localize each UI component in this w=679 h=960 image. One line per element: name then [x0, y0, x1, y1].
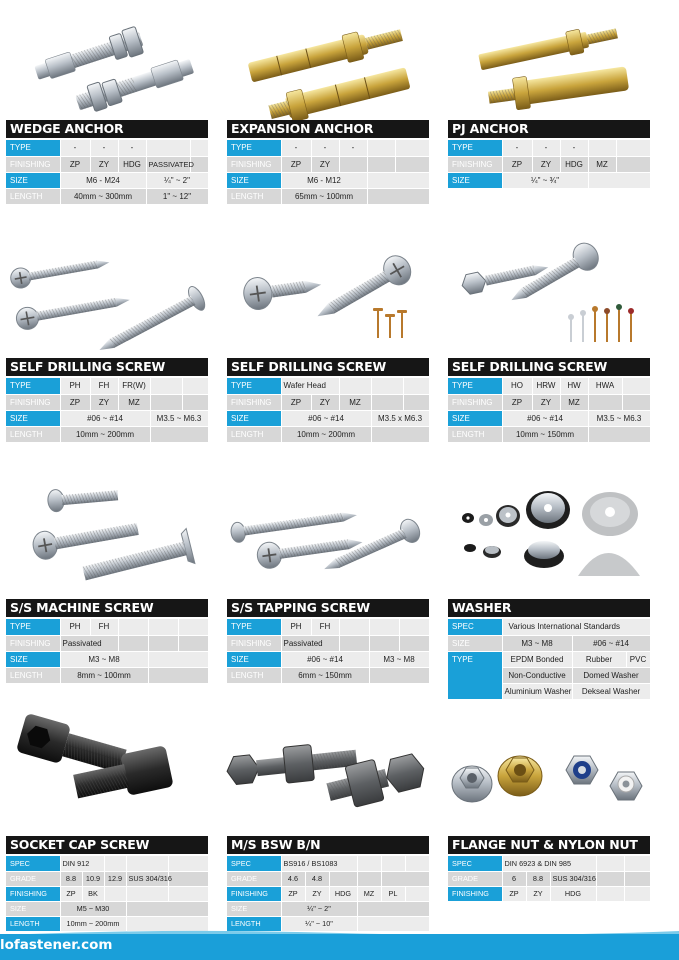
spec-cell — [178, 619, 208, 635]
spec-cell: - — [90, 140, 118, 156]
spec-cell — [168, 886, 208, 901]
spec-cell: PASSIVATED — [146, 156, 190, 172]
spec-row-type — [6, 378, 208, 394]
spec-cell — [146, 140, 190, 156]
spec-cell: ZP — [502, 156, 532, 172]
spec-table — [6, 140, 209, 205]
spec-cell: 8.8 — [60, 871, 82, 886]
spec-cell — [150, 426, 208, 442]
product-title: M/S BSW B/N — [227, 836, 429, 854]
spec-row-type — [227, 140, 429, 156]
product-title: SOCKET CAP SCREW — [6, 836, 208, 854]
spec-label: TYPE — [227, 140, 281, 156]
spec-cell: 8.8 — [526, 871, 550, 886]
spec-cell — [190, 140, 208, 156]
spec-cell: ¼" ~ ¾" — [502, 172, 588, 188]
spec-cell: ZY — [90, 156, 118, 172]
spec-cell — [367, 156, 395, 172]
spec-cell — [118, 635, 148, 651]
spec-label: FINISHING — [227, 156, 281, 172]
spec-row-spec — [448, 619, 650, 635]
spec-cell: ¼" ~ 2" — [281, 901, 357, 916]
spec-label: LENGTH — [227, 188, 281, 204]
spec-cell: 10mm ~ 200mm — [60, 426, 150, 442]
spec-cell: ZP — [281, 156, 311, 172]
spec-cell — [182, 378, 208, 394]
spec-table — [227, 856, 430, 932]
spec-cell: MZ — [560, 394, 588, 410]
spec-label: TYPE — [6, 619, 60, 635]
spec-cell: - — [60, 140, 90, 156]
spec-label: TYPE — [448, 378, 502, 394]
spec-cell: ZP — [60, 394, 90, 410]
spec-cell: 1" ~ 12" — [146, 188, 208, 204]
spec-cell — [104, 856, 126, 871]
spec-cell — [168, 856, 208, 871]
spec-label: TYPE — [448, 651, 502, 699]
spec-cell: 8mm ~ 100mm — [60, 667, 148, 683]
website-link[interactable]: lofastener.com — [0, 937, 113, 953]
spec-cell — [403, 394, 429, 410]
product-title: S/S MACHINE SCREW — [6, 599, 208, 617]
spec-cell: ZP — [281, 886, 305, 901]
spec-cell: - — [339, 140, 367, 156]
spec-cell — [588, 426, 650, 442]
pj-anchor-image — [448, 12, 650, 118]
spec-cell: ZP — [281, 394, 311, 410]
spec-cell: MZ — [357, 886, 381, 901]
spec-cell — [399, 635, 429, 651]
spec-cell — [588, 172, 650, 188]
spec-label: LENGTH — [6, 916, 60, 931]
spec-table — [448, 378, 651, 443]
spec-cell: EPDM Bonded — [502, 651, 572, 667]
spec-cell: ZP — [502, 394, 532, 410]
spec-cell — [126, 886, 168, 901]
spec-cell — [126, 856, 168, 871]
spec-table — [6, 378, 209, 443]
spec-cell — [150, 378, 182, 394]
spec-label: GRADE — [227, 871, 281, 886]
spec-table — [448, 140, 651, 189]
spec-label: TYPE — [227, 378, 281, 394]
spec-cell — [596, 871, 624, 886]
expansion-anchor-image — [227, 12, 429, 118]
spec-cell — [395, 156, 429, 172]
spec-label: SIZE — [227, 172, 281, 188]
spec-cell — [369, 619, 399, 635]
spec-table — [227, 619, 430, 684]
spec-cell — [178, 635, 208, 651]
spec-cell — [622, 394, 650, 410]
spec-cell: PVC — [626, 651, 650, 667]
spec-cell: - — [532, 140, 560, 156]
spec-cell: SUS 304/316 — [550, 871, 596, 886]
spec-label: LENGTH — [227, 667, 281, 683]
washer-image — [448, 480, 650, 596]
self-drilling-screw-hex-image — [448, 240, 650, 350]
spec-cell: ZY — [90, 394, 118, 410]
product-title: WEDGE ANCHOR — [6, 120, 208, 138]
spec-row-length — [227, 188, 429, 204]
spec-label: FINISHING — [6, 394, 60, 410]
spec-cell: ZY — [311, 394, 339, 410]
spec-label: SPEC — [448, 619, 502, 635]
spec-label: FINISHING — [448, 394, 502, 410]
spec-label: SIZE — [227, 651, 281, 667]
spec-label: LENGTH — [448, 426, 502, 442]
spec-cell — [367, 188, 429, 204]
spec-cell — [381, 871, 429, 886]
spec-cell — [339, 156, 367, 172]
spec-cell: #06 ~ #14 — [281, 410, 371, 426]
spec-cell: HDG — [560, 156, 588, 172]
spec-cell — [148, 635, 178, 651]
spec-cell: 40mm ~ 300mm — [60, 188, 146, 204]
spec-cell: HDG — [550, 886, 596, 901]
spec-cell — [588, 394, 622, 410]
spec-cell — [395, 140, 429, 156]
spec-cell: HRW — [532, 378, 560, 394]
spec-cell: ZP — [502, 886, 526, 901]
spec-label: GRADE — [6, 871, 60, 886]
spec-label: SIZE — [227, 410, 281, 426]
spec-row-spec — [448, 856, 650, 871]
product-title: SELF DRILLING SCREW — [448, 358, 650, 376]
spec-cell — [624, 871, 650, 886]
spec-row-length — [6, 426, 208, 442]
spec-row-size — [6, 651, 208, 667]
spec-cell: #06 ~ #14 — [502, 410, 588, 426]
self-drilling-screw-wafer-image — [227, 240, 429, 350]
spec-cell: #06 ~ #14 — [572, 635, 650, 651]
spec-row-size — [227, 651, 429, 667]
spec-label: TYPE — [448, 140, 502, 156]
spec-row-type — [448, 651, 650, 667]
spec-cell — [405, 886, 429, 901]
product-title: PJ ANCHOR — [448, 120, 650, 138]
spec-cell: 10mm ~ 200mm — [281, 426, 371, 442]
spec-cell: ZY — [305, 886, 329, 901]
spec-cell: M3.5 x M6.3 — [371, 410, 429, 426]
product-title: SELF DRILLING SCREW — [6, 358, 208, 376]
spec-row-grade — [6, 871, 208, 886]
spec-cell: 10.9 — [82, 871, 104, 886]
spec-row-finishing — [6, 886, 208, 901]
spec-cell: HWA — [588, 378, 622, 394]
spec-label: FINISHING — [448, 156, 502, 172]
spec-row-length — [227, 667, 429, 683]
spec-row-finishing — [227, 156, 429, 172]
spec-cell: PH — [281, 619, 311, 635]
product-title: SELF DRILLING SCREW — [227, 358, 429, 376]
spec-label: SIZE — [6, 172, 60, 188]
spec-cell — [624, 886, 650, 901]
spec-cell — [624, 856, 650, 871]
spec-cell: M3 ~ M8 — [60, 651, 148, 667]
spec-label: FINISHING — [227, 886, 281, 901]
spec-cell: MZ — [118, 394, 150, 410]
spec-row-finishing — [227, 886, 429, 901]
spec-cell: #06 ~ #14 — [60, 410, 150, 426]
spec-cell — [381, 856, 405, 871]
spec-cell: MZ — [588, 156, 616, 172]
spec-cell — [339, 635, 369, 651]
spec-label: SPEC — [448, 856, 502, 871]
spec-cell: ZY — [532, 156, 560, 172]
spec-row-size — [227, 410, 429, 426]
product-title: WASHER — [448, 599, 650, 617]
spec-cell: MZ — [339, 394, 371, 410]
spec-cell: BK — [82, 886, 104, 901]
flange-nylon-nut-image — [448, 712, 650, 824]
spec-cell: M6 - M24 — [60, 172, 146, 188]
spec-cell: 65mm ~ 100mm — [281, 188, 367, 204]
spec-cell: HDG — [118, 156, 146, 172]
wedge-anchor-image — [6, 12, 208, 118]
spec-cell — [405, 856, 429, 871]
spec-cell: FH — [90, 378, 118, 394]
spec-row-finishing — [6, 394, 208, 410]
spec-row-type — [227, 619, 429, 635]
spec-label: LENGTH — [6, 426, 60, 442]
spec-cell — [148, 619, 178, 635]
spec-cell: 10mm ~ 200mm — [60, 916, 126, 931]
spec-cell — [339, 378, 371, 394]
spec-cell — [148, 651, 208, 667]
spec-label: SIZE — [6, 901, 60, 916]
spec-row-grade — [227, 871, 429, 886]
spec-row-size — [448, 635, 650, 651]
spec-cell — [104, 886, 126, 901]
spec-cell — [367, 172, 429, 188]
spec-table — [448, 856, 651, 902]
spec-row-finishing — [6, 156, 208, 172]
spec-label: FINISHING — [448, 886, 502, 901]
spec-cell: ZY — [526, 886, 550, 901]
spec-cell: - — [281, 140, 311, 156]
spec-table-clip — [448, 140, 650, 185]
spec-label: LENGTH — [227, 426, 281, 442]
spec-cell: 12.9 — [104, 871, 126, 886]
spec-cell — [371, 394, 403, 410]
spec-cell: M3 ~ M8 — [502, 635, 572, 651]
spec-row-spec — [227, 856, 429, 871]
spec-label: SIZE — [6, 651, 60, 667]
spec-cell: SUS 304/316 — [126, 871, 168, 886]
spec-cell: 10mm ~ 150mm — [502, 426, 588, 442]
spec-cell — [616, 156, 650, 172]
spec-cell — [357, 871, 381, 886]
spec-row-grade — [448, 871, 650, 886]
spec-label: LENGTH — [6, 188, 60, 204]
spec-cell: DIN 912 — [60, 856, 104, 871]
spec-cell — [369, 667, 429, 683]
spec-cell — [616, 140, 650, 156]
spec-cell: Rubber — [572, 651, 626, 667]
spec-table — [448, 619, 651, 700]
spec-cell — [126, 901, 208, 916]
ss-machine-screw-image — [6, 480, 208, 596]
spec-cell — [367, 140, 395, 156]
spec-cell — [357, 901, 429, 916]
footer-bar — [0, 934, 679, 960]
spec-cell — [403, 378, 429, 394]
spec-cell: 6mm ~ 150mm — [281, 667, 369, 683]
spec-cell — [371, 426, 429, 442]
spec-row-length — [6, 188, 208, 204]
spec-row-finishing — [448, 886, 650, 901]
spec-row-length — [227, 426, 429, 442]
spec-label: TYPE — [6, 378, 60, 394]
spec-cell: DIN 6923 & DIN 985 — [502, 856, 596, 871]
spec-cell — [148, 667, 208, 683]
spec-cell — [596, 856, 624, 871]
spec-row-type — [6, 140, 208, 156]
spec-row-length — [6, 667, 208, 683]
spec-cell: 6 — [502, 871, 526, 886]
spec-row-type — [448, 140, 650, 156]
spec-row-size — [448, 172, 650, 188]
spec-row-finishing — [227, 635, 429, 651]
spec-cell — [182, 394, 208, 410]
spec-cell: Passivated — [60, 635, 118, 651]
spec-row-type — [448, 378, 650, 394]
spec-label: SIZE — [448, 635, 502, 651]
spec-cell: ¼" ~ 2" — [146, 172, 208, 188]
spec-cell: BS916 / BS1083 — [281, 856, 357, 871]
spec-row-size — [227, 172, 429, 188]
spec-cell — [329, 871, 357, 886]
spec-label: LENGTH — [6, 667, 60, 683]
spec-cell — [622, 378, 650, 394]
spec-table — [6, 619, 209, 684]
spec-cell — [369, 635, 399, 651]
spec-cell: M3.5 ~ M6.3 — [150, 410, 208, 426]
spec-cell: ZP — [60, 886, 82, 901]
spec-cell: 4.8 — [305, 871, 329, 886]
spec-cell: - — [502, 140, 532, 156]
ss-tapping-screw-image — [227, 480, 429, 596]
spec-cell: FH — [311, 619, 339, 635]
spec-cell — [357, 856, 381, 871]
spec-table — [227, 140, 430, 205]
spec-cell: Domed Washer — [572, 667, 650, 683]
product-title: EXPANSION ANCHOR — [227, 120, 429, 138]
spec-cell: ¼" ~ 10" — [281, 916, 357, 931]
spec-row-size — [227, 901, 429, 916]
spec-row-finishing — [227, 394, 429, 410]
spec-row-size — [6, 172, 208, 188]
spec-cell: ZY — [532, 394, 560, 410]
spec-table — [227, 378, 430, 443]
spec-cell: M5 ~ M30 — [60, 901, 126, 916]
spec-label: FINISHING — [6, 886, 60, 901]
spec-label: FINISHING — [6, 156, 60, 172]
spec-label: FINISHING — [227, 394, 281, 410]
spec-cell: FR(W) — [118, 378, 150, 394]
spec-cell: Aluminium Washer — [502, 683, 572, 699]
spec-row-type — [6, 619, 208, 635]
spec-label: FINISHING — [227, 635, 281, 651]
spec-row-finishing — [448, 394, 650, 410]
ms-bsw-bolt-nut-image — [227, 712, 429, 824]
spec-cell — [588, 140, 616, 156]
spec-cell: HO — [502, 378, 532, 394]
spec-label: GRADE — [448, 871, 502, 886]
spec-cell: M6 - M12 — [281, 172, 367, 188]
spec-cell: Non-Conductive — [502, 667, 572, 683]
spec-label: SIZE — [448, 410, 502, 426]
product-title: S/S TAPPING SCREW — [227, 599, 429, 617]
spec-label: TYPE — [227, 619, 281, 635]
spec-label: SIZE — [448, 172, 502, 188]
spec-cell — [150, 394, 182, 410]
spec-cell — [168, 871, 208, 886]
spec-table — [6, 856, 209, 932]
spec-cell: - — [311, 140, 339, 156]
spec-cell: Passivated — [281, 635, 339, 651]
product-title: FLANGE NUT & NYLON NUT — [448, 836, 650, 854]
spec-row-finishing — [448, 156, 650, 172]
spec-cell: Various International Standards — [502, 619, 650, 635]
spec-row-type — [227, 378, 429, 394]
spec-cell: HDG — [329, 886, 357, 901]
spec-row-spec — [6, 856, 208, 871]
spec-cell: Dekseal Washer — [572, 683, 650, 699]
spec-cell: PH — [60, 378, 90, 394]
spec-cell: #06 ~ #14 — [281, 651, 369, 667]
spec-row-size — [448, 410, 650, 426]
spec-cell: 4.6 — [281, 871, 305, 886]
spec-cell — [339, 619, 369, 635]
spec-cell: FH — [90, 619, 118, 635]
spec-row-length — [448, 426, 650, 442]
spec-label: LENGTH — [227, 916, 281, 931]
spec-cell: PL — [381, 886, 405, 901]
spec-cell: - — [118, 140, 146, 156]
spec-label: SPEC — [227, 856, 281, 871]
spec-label: TYPE — [6, 140, 60, 156]
socket-cap-screw-image — [6, 712, 208, 824]
spec-cell: M3.5 ~ M6.3 — [588, 410, 650, 426]
self-drilling-screw-image — [6, 240, 208, 350]
spec-cell: ZP — [60, 156, 90, 172]
spec-label: SIZE — [227, 901, 281, 916]
spec-cell: PH — [60, 619, 90, 635]
spec-row-finishing — [6, 635, 208, 651]
spec-cell: HW — [560, 378, 588, 394]
spec-label: SIZE — [6, 410, 60, 426]
spec-cell — [399, 619, 429, 635]
spec-label: SPEC — [6, 856, 60, 871]
spec-cell — [371, 378, 403, 394]
spec-label: FINISHING — [6, 635, 60, 651]
spec-cell: Wafer Head — [281, 378, 339, 394]
spec-cell — [118, 619, 148, 635]
spec-row-size — [6, 901, 208, 916]
spec-cell — [596, 886, 624, 901]
spec-cell: ZY — [311, 156, 339, 172]
spec-cell: M3 ~ M8 — [369, 651, 429, 667]
spec-row-size — [6, 410, 208, 426]
spec-cell: - — [560, 140, 588, 156]
